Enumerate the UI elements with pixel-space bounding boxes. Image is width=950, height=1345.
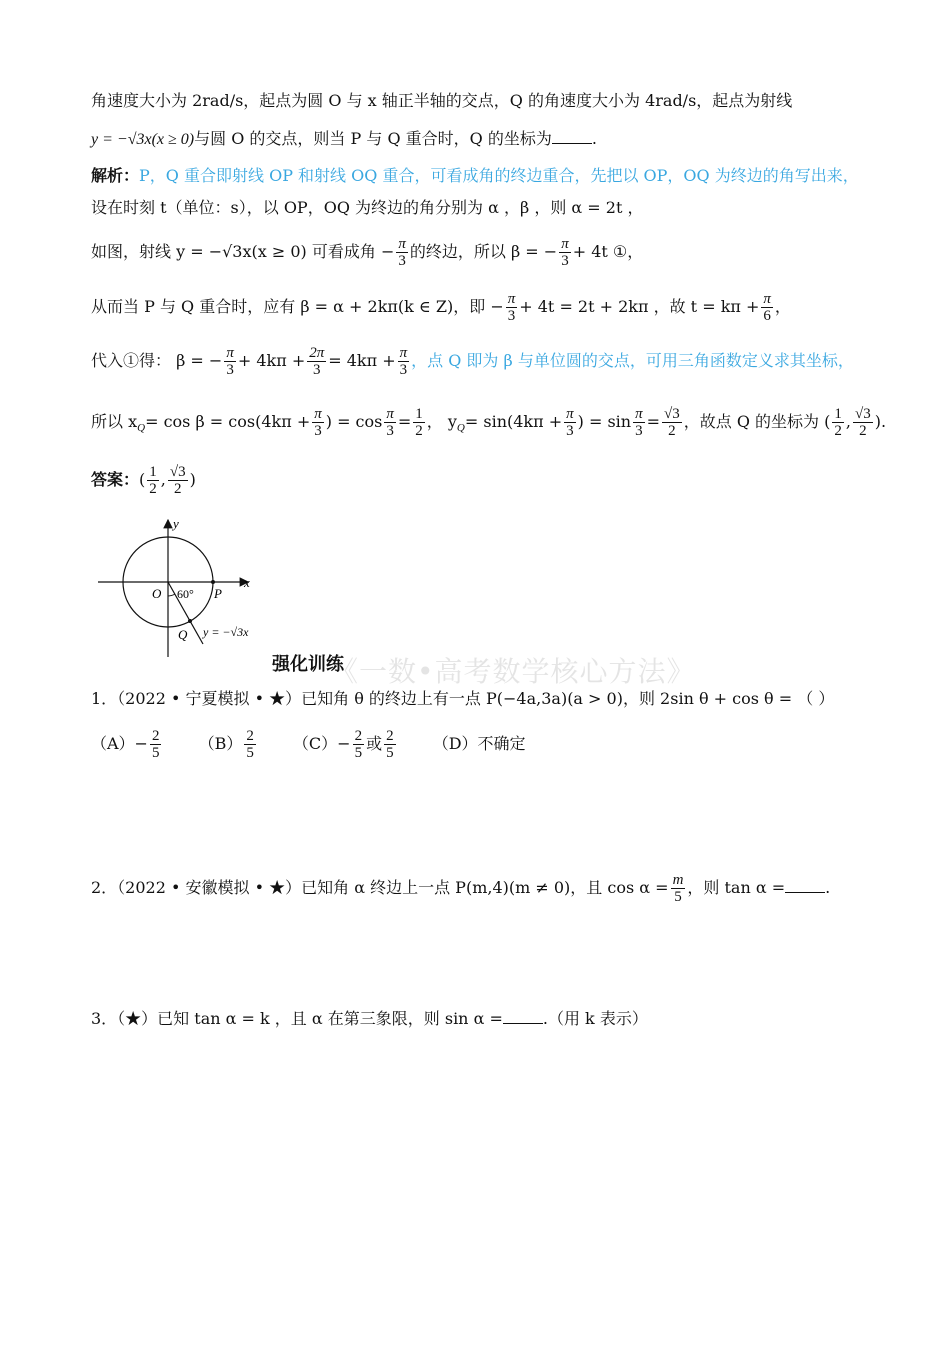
answer-blank[interactable] bbox=[785, 878, 825, 893]
option-d[interactable]: （D）不确定 bbox=[432, 734, 526, 753]
y-axis-label: y bbox=[173, 517, 179, 531]
solution-line-5 bbox=[91, 236, 643, 269]
frac-1-2: $\frac{1}{2}$ bbox=[415, 406, 423, 439]
question-3-text: 3．（★）已知 tan α = k ，且 α 在第三象限，则 sin α = bbox=[91, 1009, 503, 1028]
watermark: 《一数•高考数学核心方法》 bbox=[330, 655, 696, 688]
question-1-choices bbox=[91, 728, 556, 761]
frac-pi-3: $\frac{\pi}{3}$ bbox=[398, 236, 406, 269]
option-c[interactable]: （C）− $\frac{2}{5}$ 或 $\frac{2}{5}$ bbox=[292, 728, 394, 761]
solution-line-4: 设在时刻 t（单位：s），以 OP，OQ 为终边的角分别为 α ，β ，则 α = 2t ， bbox=[91, 198, 644, 217]
line6-c: ， bbox=[774, 297, 791, 316]
frac-pi-3: $\frac{\pi}{3}$ bbox=[386, 406, 394, 439]
answer-blank[interactable] bbox=[503, 1009, 543, 1024]
line8-f: = sin(4kπ + bbox=[464, 412, 563, 431]
frac-pi-3: $\frac{\pi}{3}$ bbox=[635, 406, 643, 439]
line5-b: 的终边，所以 β = − bbox=[409, 242, 558, 261]
answer-label: 答案： bbox=[91, 470, 140, 489]
solution-line-7 bbox=[91, 345, 854, 378]
p-label: P bbox=[214, 586, 222, 601]
option-a[interactable]: （A）− $\frac{2}{5}$ bbox=[91, 728, 160, 761]
line8-h: = bbox=[646, 412, 661, 431]
question-3-text-b: .（用 k 表示） bbox=[542, 1009, 648, 1028]
unit-circle-figure bbox=[93, 517, 273, 662]
frac-pi-3: $\frac{\pi}{3}$ bbox=[561, 236, 569, 269]
subscript-q: Q bbox=[456, 422, 465, 435]
x-axis-label: x bbox=[244, 575, 250, 590]
line7-a: 代入①得： β = − bbox=[91, 351, 223, 370]
line8-a: 所以 x bbox=[91, 412, 138, 431]
frac-pi-3: $\frac{\pi}{3}$ bbox=[226, 345, 234, 378]
line6-a: 从而当 P 与 Q 重合时，应有 β = α + 2kπ(k ∈ Z)，即 − bbox=[91, 297, 504, 316]
line8-g: ) = sin bbox=[577, 412, 632, 431]
analysis-text: P，Q 重合即射线 OP 和射线 OQ 重合，可看成角的终边重合，先把以 OP，OQ 为终边的角写出来， bbox=[139, 166, 859, 185]
question-1: 1．（2022 • 宁夏模拟 • ★）已知角 θ 的终边上有一点 P(−4a,3a)(a > 0)，则 2sin θ + cos θ = （ ） bbox=[91, 689, 835, 708]
question-2-text-b: ，则 tan α = bbox=[687, 878, 786, 897]
frac-2pi-3: $\frac{2\pi}{3}$ bbox=[309, 345, 325, 378]
q-label: Q bbox=[178, 627, 188, 642]
analysis-line bbox=[91, 165, 859, 187]
frac-1-2: $\frac{1}{2}$ bbox=[834, 406, 842, 439]
frac-sqrt3-2: $\frac{√3}{2}$ bbox=[169, 464, 186, 497]
line8-d: = bbox=[397, 412, 412, 431]
frac-pi-3: $\frac{\pi}{3}$ bbox=[399, 345, 408, 378]
analysis-label: 解析： bbox=[91, 166, 140, 185]
frac-sqrt3-2: $\frac{√3}{2}$ bbox=[854, 406, 871, 439]
frac-pi-6: $\frac{\pi}{6}$ bbox=[763, 291, 771, 324]
line5-a: 如图，射线 y = −√3x(x ≥ 0) 可看成角 − bbox=[91, 242, 395, 261]
line5-c: + 4t ①， bbox=[572, 242, 644, 261]
answer-blank bbox=[552, 129, 592, 144]
option-b[interactable]: （B） $\frac{2}{5}$ bbox=[198, 728, 254, 761]
point-q bbox=[188, 619, 192, 623]
solution-line-6 bbox=[91, 291, 791, 324]
line7-note: ，点 Q 即为 β 与单位圆的交点，可用三角函数定义求其坐标， bbox=[411, 351, 854, 370]
line2-text: 与圆 O 的交点，则当 P 与 Q 重合时，Q 的坐标为 bbox=[194, 129, 552, 148]
solution-line-1: 角速度大小为 2rad/s，起点为圆 O 与 x 轴正半轴的交点，Q 的角速度大小为 4rad/s，起点为射线 bbox=[91, 91, 793, 110]
ray-label: y = −√3x bbox=[203, 625, 249, 639]
line6-b: + 4t = 2t + 2kπ ，故 t = kπ + bbox=[519, 297, 760, 316]
point-p bbox=[211, 580, 215, 584]
line8-j: ). bbox=[874, 412, 887, 431]
section-title: 强化训练 bbox=[272, 654, 344, 675]
frac-1-2: $\frac{1}{2}$ bbox=[149, 464, 157, 497]
ray-equation: y = −√3x(x ≥ 0) bbox=[91, 131, 195, 148]
solution-line-8: 所以 $x_Q= \cos \beta = \cos(4k\pi$ + $\frac{\pi}{3}$ ) = cos $\frac{\pi}{3}$ = $\frac{1}{2}$ ， $y_Q= \sin(4k\pi$ + $\frac{\pi}{3}$ ) = sin $\frac{\pi}{3}$ = $\frac{√3}{2}$ ，故点 Q 的坐标为 ( $\frac{1}{2}$ , $\frac{√3}{2}$ ). bbox=[91, 406, 887, 439]
frac-pi-3: $\frac{\pi}{3}$ bbox=[566, 406, 574, 439]
line8-c: ) = cos bbox=[325, 412, 383, 431]
solution-line-2: y = −√3x(x ≥ 0)与圆 O 的交点，则当 P 与 Q 重合时，Q 的坐标为 . bbox=[91, 129, 597, 148]
question-2: 2．（2022 • 安徽模拟 • ★）已知角 α 终边上一点 P(m,4)(m ≠ 0)，且 cos α = $\frac{m}{5}$ ，则 tan α = . bbox=[91, 872, 831, 905]
subscript-q: Q bbox=[137, 422, 146, 435]
line7-b: + 4kπ + bbox=[237, 351, 306, 370]
line8-e: ， y bbox=[426, 412, 457, 431]
frac-pi-3: $\frac{\pi}{3}$ bbox=[507, 291, 516, 324]
origin-label: O bbox=[152, 586, 162, 601]
answer-line: 答案：( $\frac{1}{2}$ , $\frac{√3}{2}$ ) bbox=[91, 464, 196, 497]
frac-m-5: $\frac{m}{5}$ bbox=[672, 872, 684, 905]
question-2-text: 2．（2022 • 安徽模拟 • ★）已知角 α 终边上一点 P(m,4)(m ≠ 0)，且 cos α = bbox=[91, 878, 669, 897]
question-3 bbox=[91, 1008, 648, 1030]
frac-sqrt3-2: $\frac{√3}{2}$ bbox=[664, 406, 680, 439]
angle-label: 60° bbox=[177, 587, 194, 601]
frac-pi-3: $\frac{\pi}{3}$ bbox=[314, 406, 322, 439]
angle-arc bbox=[168, 594, 175, 596]
line7-c: = 4kπ + bbox=[328, 351, 396, 370]
line8-b: = cos β = cos(4kπ + bbox=[145, 412, 311, 431]
line8-i: ，故点 Q 的坐标为 ( bbox=[683, 412, 831, 431]
